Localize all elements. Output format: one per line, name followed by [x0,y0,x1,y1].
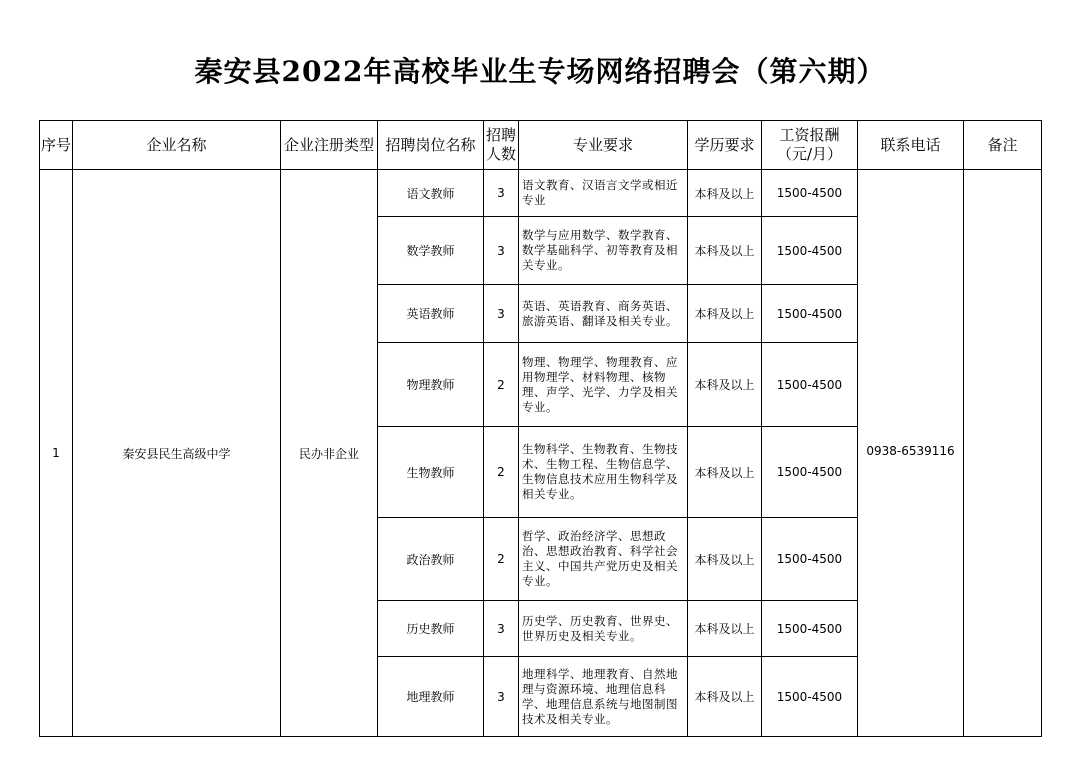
salary-cell: 1500-4500 [762,657,858,737]
page-title: 秦安县2022年高校毕业生专场网络招聘会（第六期） [194,55,886,88]
major-cell: 历史学、历史教育、世界史、世界历史及相关专业。 [519,601,688,657]
position-cell: 政治教师 [378,518,484,601]
edu-cell: 本科及以上 [688,217,762,285]
seq-cell: 1 [40,170,73,737]
company-name-cell: 秦安县民生高级中学 [73,170,281,737]
edu-cell: 本科及以上 [688,285,762,343]
reg-type-cell: 民办非企业 [281,170,378,737]
major-cell: 语文教育、汉语言文学或相近专业 [519,170,688,217]
position-cell: 数学教师 [378,217,484,285]
edu-cell: 本科及以上 [688,343,762,427]
header-seq: 序号 [40,121,73,170]
salary-cell: 1500-4500 [762,601,858,657]
recruitment-table [39,120,1042,737]
header-company: 企业名称 [73,121,281,170]
position-cell: 历史教师 [378,601,484,657]
major-cell: 生物科学、生物教育、生物技术、生物工程、生物信息学、生物信息技术应用生物科学及相关专业。 [519,427,688,518]
header-count: 招聘人数 [484,121,519,170]
count-cell: 2 [484,343,519,427]
header-salary: 工资报酬（元/月） [762,121,858,170]
position-cell: 英语教师 [378,285,484,343]
count-cell: 3 [484,170,519,217]
count-cell: 3 [484,601,519,657]
edu-cell: 本科及以上 [688,170,762,217]
edu-cell: 本科及以上 [688,601,762,657]
header-edu: 学历要求 [688,121,762,170]
header-position: 招聘岗位名称 [378,121,484,170]
count-cell: 2 [484,427,519,518]
salary-cell: 1500-4500 [762,343,858,427]
salary-cell: 1500-4500 [762,427,858,518]
header-row [40,121,1042,170]
salary-cell: 1500-4500 [762,217,858,285]
header-phone: 联系电话 [858,121,964,170]
edu-cell: 本科及以上 [688,427,762,518]
phone-cell: 0938-6539116 [858,170,964,737]
major-cell: 数学与应用数学、数学教育、数学基础科学、初等教育及相关专业。 [519,217,688,285]
header-major: 专业要求 [519,121,688,170]
salary-cell: 1500-4500 [762,285,858,343]
position-cell: 物理教师 [378,343,484,427]
header-reg-type: 企业注册类型 [281,121,378,170]
major-cell: 物理、物理学、物理教育、应用物理学、材料物理、核物理、声学、光学、力学及相关专业。 [519,343,688,427]
header-note: 备注 [964,121,1042,170]
edu-cell: 本科及以上 [688,518,762,601]
salary-cell: 1500-4500 [762,518,858,601]
count-cell: 3 [484,285,519,343]
position-cell: 生物教师 [378,427,484,518]
major-cell: 地理科学、地理教育、自然地理与资源环境、地理信息科学、地理信息系统与地图制图技术及相关专业。 [519,657,688,737]
salary-cell: 1500-4500 [762,170,858,217]
major-cell: 英语、英语教育、商务英语、旅游英语、翻译及相关专业。 [519,285,688,343]
edu-cell: 本科及以上 [688,657,762,737]
table-row [40,170,1042,217]
position-cell: 语文教师 [378,170,484,217]
note-cell [964,170,1042,737]
count-cell: 3 [484,657,519,737]
position-cell: 地理教师 [378,657,484,737]
count-cell: 2 [484,518,519,601]
count-cell: 3 [484,217,519,285]
major-cell: 哲学、政治经济学、思想政治、思想政治教育、科学社会主义、中国共产党历史及相关专业。 [519,518,688,601]
